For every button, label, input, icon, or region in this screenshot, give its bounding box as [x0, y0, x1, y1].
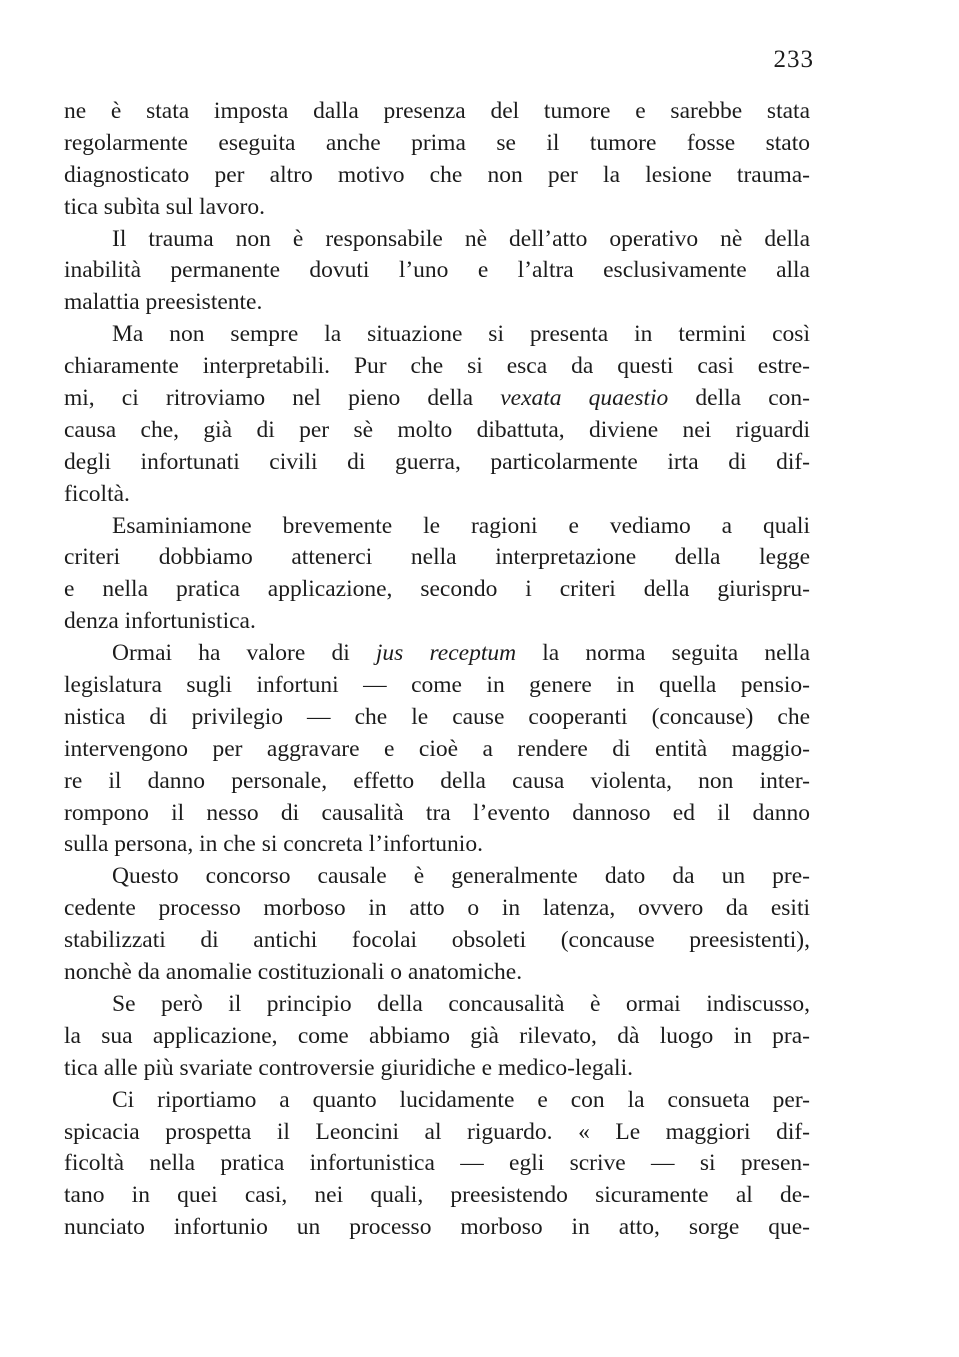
text-line: ficoltà.	[64, 480, 130, 507]
text-line: ne è stata imposta dalla presenza del tumore e sarebbe stata	[64, 98, 810, 124]
text-line: cedente processo morboso in atto o in latenza, ovvero da esiti	[64, 895, 810, 922]
text-line: Ma non sempre la situazione si presenta in termini così	[112, 321, 810, 348]
text-line: re il danno personale, effetto della causa violenta, non inter-	[64, 767, 810, 794]
text-span: della con-	[668, 385, 810, 412]
text-line: denza infortunistica.	[64, 608, 256, 635]
text-line: tica subìta sul lavoro.	[64, 193, 266, 220]
text-span: mi, ci ritroviamo nel pieno della	[64, 385, 501, 412]
body-text	[64, 96, 810, 1244]
text-line: regolarmente eseguita anche prima se il tumore fosse stato	[64, 129, 810, 156]
text-line: degli infortunati civili di guerra, particolarmente irta di dif-	[64, 448, 810, 475]
text-span: la norma seguita nella	[516, 640, 810, 667]
text-line: Esaminiamone brevemente le ragioni e vediamo a quali	[112, 512, 810, 539]
text-line: nistica di privilegio — che le cause cooperanti (concause) che	[64, 703, 810, 730]
text-line: la sua applicazione, come abbiamo già rilevato, dà luogo in pra-	[64, 1022, 810, 1049]
text-line: inabilità permanente dovuti l’uno e l’altra esclusivamente alla	[64, 257, 810, 284]
italic-phrase: vexata quaestio	[500, 385, 669, 412]
text-line-with-italic	[64, 383, 810, 415]
text-line: Questo concorso causale è generalmente dato da un pre-	[112, 863, 810, 890]
text-line: nunciato infortunio un processo morboso in atto, sorge que-	[64, 1214, 810, 1241]
text-line: Se però il principio della concausalità è ormai indiscusso,	[112, 990, 810, 1017]
text-line: causa che, già di per sè molto dibattuta, diviene nei riguardi	[64, 416, 810, 443]
text-line: nonchè da anomalie costituzionali o anatomiche.	[64, 959, 523, 986]
text-line: diagnosticato per altro motivo che non per la lesione trauma-	[64, 161, 810, 188]
text-line-with-italic	[64, 638, 810, 670]
text-line: sulla persona, in che si concreta l’infortunio.	[64, 831, 483, 858]
text-line: legislatura sugli infortuni — come in genere in quella pensio-	[64, 672, 810, 699]
text-span: Ormai ha valore di	[112, 640, 376, 667]
text-line: rompono il nesso di causalità tra l’evento dannoso ed il danno	[64, 799, 810, 826]
text-line: spicacia prospetta il Leoncini al riguardo. « Le maggiori dif-	[64, 1118, 810, 1145]
text-line: Il trauma non è responsabile nè dell’atto operativo nè della	[112, 225, 810, 252]
text-line: tica alle più svariate controversie giuridiche e medico-legali.	[64, 1054, 633, 1081]
text-line: e nella pratica applicazione, secondo i criteri della giurispru-	[64, 576, 810, 603]
text-line: Ci riportiamo a quanto lucidamente e con la consueta per-	[112, 1086, 810, 1113]
page-number: 233	[773, 46, 814, 73]
text-line: ficoltà nella pratica infortunistica — egli scrive — si presen-	[64, 1150, 810, 1177]
text-line: tano in quei casi, nei quali, preesistendo sicuramente al de-	[64, 1182, 810, 1209]
text-line: intervengono per aggravare e cioè a rendere di entità maggio-	[64, 735, 810, 762]
text-line: chiaramente interpretabili. Pur che si esca da questi casi estre-	[64, 353, 810, 380]
text-line: criteri dobbiamo attenerci nella interpretazione della legge	[64, 544, 810, 571]
text-line: stabilizzati di antichi focolai obsoleti (concause preesistenti),	[64, 927, 810, 954]
text-line: malattia preesistente.	[64, 289, 263, 316]
italic-phrase: jus receptum	[375, 640, 517, 667]
